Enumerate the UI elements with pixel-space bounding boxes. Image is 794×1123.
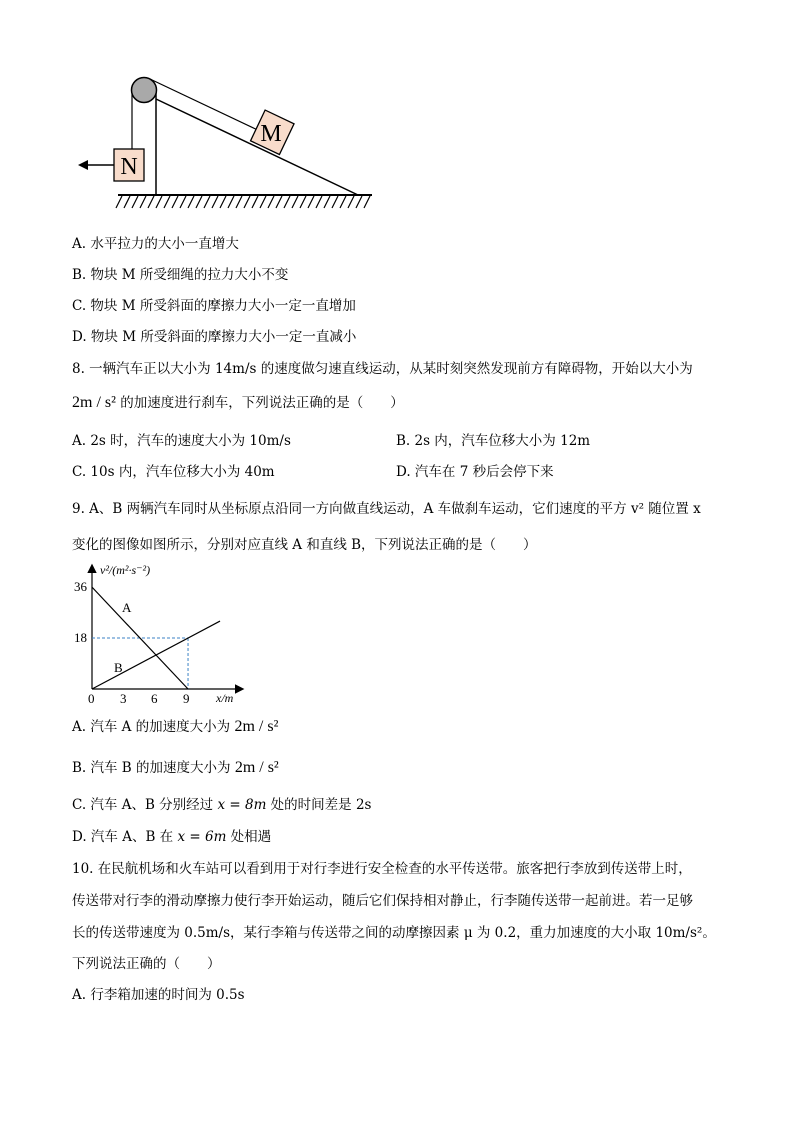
series-a-label: A [122, 600, 132, 615]
q9-option-a-text: A. 汽车 A 的加速度大小为 [72, 719, 235, 735]
q7-option-b: B. 物块 M 所受细绳的拉力大小不变 [72, 267, 289, 283]
q10-option-a: A. 行李箱加速的时间为 0.5s [72, 987, 245, 1003]
q8-option-d: D. 汽车在 7 秒后会停下来 [396, 464, 554, 480]
y-axis-label: v²/(m²·s⁻²) [100, 563, 151, 577]
q8-stem-line1: 8. 一辆汽车正以大小为 14m/s 的速度做匀速直线运动，从某时刻突然发现前方有障碍物，开始以大小为 [72, 361, 693, 377]
x-axis-label: x/m [216, 691, 234, 705]
q9-option-a-unit: 2m / s² [234, 718, 279, 735]
q7-option-c: C. 物块 M 所受斜面的摩擦力大小一定一直增加 [72, 298, 356, 314]
q9-option-c-post: 处的时间差是 2s [266, 797, 372, 813]
block-n-label: N [120, 154, 138, 180]
block-m-label: M [260, 121, 282, 147]
incline-surface [156, 99, 358, 195]
series-b-label: B [114, 660, 123, 675]
q10-stem-line3: 长的传送带速度为 0.5m/s，某行李箱与传送带之间的动摩擦因素 μ 为 0.2，重力加速度的大小取 10m/s²。 [72, 925, 716, 941]
x-tick-9: 9 [183, 691, 190, 706]
rope-to-m [150, 79, 264, 133]
q9-option-b [72, 759, 279, 777]
q8-option-a: A. 2s 时，汽车的速度大小为 10m/s [72, 433, 291, 449]
q9-option-c-eq: x = 8m [217, 797, 267, 813]
q8-stem-line2-text: 的加速度进行刹车，下列说法正确的是（ ） [115, 395, 404, 411]
q10-stem-line4: 下列说法正确的（ ） [72, 956, 221, 972]
q7-option-d: D. 物块 M 所受斜面的摩擦力大小一定一直减小 [72, 329, 357, 345]
x-tick-0: 0 [88, 691, 95, 706]
q9-option-d-eq: x = 6m [177, 829, 227, 845]
x-tick-6: 6 [151, 691, 158, 706]
pulley [132, 78, 157, 103]
q9-stem-line1: 9. A、B 两辆汽车同时从坐标原点沿同一方向做直线运动，A 车做刹车运动，它们速度的平方 v² 随位置 x [72, 501, 701, 517]
pull-arrow-head [78, 160, 88, 170]
q9-option-c-pre: C. 汽车 A、B 分别经过 [72, 797, 218, 813]
y-tick-36: 36 [74, 579, 87, 594]
series-b-line [92, 621, 220, 689]
q8-stem-line2 [72, 394, 404, 412]
q9-stem-line2: 变化的图像如图所示，分别对应直线 A 和直线 B，下列说法正确的是（ ） [72, 537, 537, 553]
q9-option-b-text: B. 汽车 B 的加速度大小为 [72, 760, 235, 776]
q9-v2-x-chart [70, 560, 260, 710]
q9-option-a [72, 718, 278, 736]
q8-option-b: B. 2s 内，汽车位移大小为 12m [396, 433, 591, 449]
q9-option-d-post: 处相遇 [226, 829, 272, 845]
q9-option-c [72, 796, 372, 814]
ground-hatching [116, 196, 370, 208]
q9-option-b-unit: 2m / s² [234, 759, 279, 776]
q10-stem-line2: 传送带对行李的滑动摩擦力使行李开始运动，随后它们保持相对静止，行李随传送带一起前进。若一足够 [72, 893, 693, 909]
q8-option-c: C. 10s 内，汽车位移大小为 40m [72, 464, 275, 480]
y-tick-18: 18 [74, 630, 87, 645]
q7-option-a: A. 水平拉力的大小一直增大 [72, 236, 239, 252]
q9-option-d-pre: D. 汽车 A、B 在 [72, 829, 178, 845]
q10-stem-line1: 10. 在民航机场和火车站可以看到用于对行李进行安全检查的水平传送带。旅客把行李放到传送带上时， [72, 861, 692, 877]
incline-pulley-figure [70, 65, 390, 215]
q8-accel-unit: 2m / s² [72, 394, 116, 411]
q9-option-d [72, 828, 271, 846]
x-tick-3: 3 [120, 691, 127, 706]
